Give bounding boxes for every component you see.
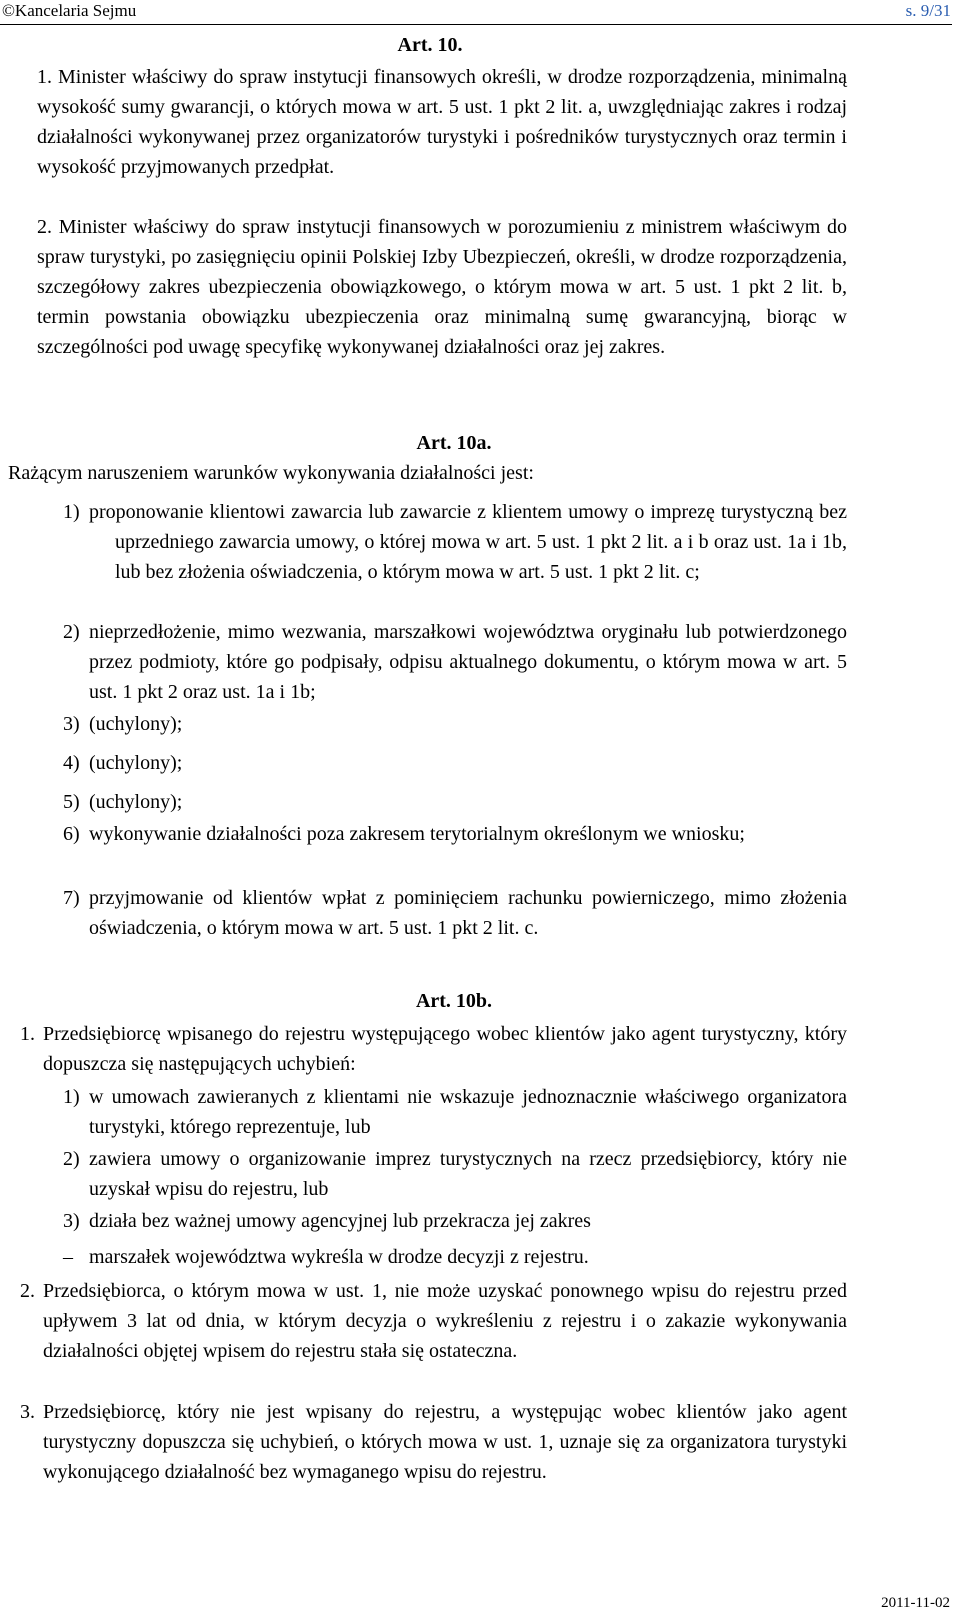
article-10a-item-2 bbox=[63, 617, 847, 707]
article-10b-paragraph-2-text: Przedsiębiorca, o którym mowa w ust. 1, nie może uzyskać ponownego wpisu do rejestru przed upływem 3 lat od dnia, w którym decyzja o wykreśleniu z rejestru i o zakazie wykonywania działalności objętej wpisem do rejestru stała się ostateczna. bbox=[43, 1280, 847, 1362]
article-10-paragraph-1 bbox=[37, 62, 847, 182]
article-10a-item-5-text: (uchylony); bbox=[89, 791, 183, 813]
header-divider bbox=[0, 24, 952, 25]
list-number: 2) bbox=[63, 621, 80, 643]
article-10b-paragraph-2 bbox=[20, 1276, 847, 1366]
article-10a-item-7-text: przyjmowanie od klientów wpłat z pominięciem rachunku powierniczego, mimo złożenia oświadczenia, o którym mowa w art. 5 ust. 1 pkt 2 lit. c. bbox=[89, 887, 847, 939]
article-10a-item-1 bbox=[63, 497, 847, 587]
article-10b-item-3-text: działa bez ważnej umowy agencyjnej lub przekracza jej zakres bbox=[89, 1210, 591, 1232]
article-10a-item-4-text: (uchylony); bbox=[89, 752, 183, 774]
article-10-paragraph-1-text: 1. Minister właściwy do spraw instytucji finansowych określi, w drodze rozporządzenia, minimalną wysokość sumy gwarancji, o których mowa w art. 5 ust. 1 pkt 2 lit. a, uwzględniając zakres i rodzaj działalności wykonywanej przez organizatorów turystyki i pośredników turystycznych oraz termin i wysokość przyjmowanych przedpłat. bbox=[37, 66, 847, 178]
article-10b-paragraph-1 bbox=[20, 1019, 847, 1079]
list-number: 3) bbox=[63, 1210, 80, 1232]
article-10a-intro: Rażącym naruszeniem warunków wykonywania działalności jest: bbox=[8, 462, 534, 484]
list-number: 3) bbox=[63, 713, 80, 735]
article-10b-paragraph-3-text: Przedsiębiorcę, który nie jest wpisany do rejestru, a występując wobec klientów jako agent turystyczny dopuszcza się uchybień, o których mowa w ust. 1, uznaje się za organizatora turystyki wykonującego działalność bez wymaganego wpisu do rejestru. bbox=[43, 1401, 847, 1483]
article-10a-item-5 bbox=[63, 787, 847, 817]
article-10a-item-4 bbox=[63, 748, 847, 778]
header-source: ©Kancelaria Sejmu bbox=[2, 1, 137, 20]
article-10b-item-2 bbox=[63, 1144, 847, 1204]
article-10b-item-3 bbox=[63, 1206, 847, 1236]
article-10-paragraph-2 bbox=[37, 212, 847, 362]
list-number: 6) bbox=[63, 823, 80, 845]
article-10b-item-2-text: zawiera umowy o organizowanie imprez turystycznych na rzecz przedsiębiorcy, który nie uzyskał wpisu do rejestru, lub bbox=[89, 1148, 847, 1200]
article-10-paragraph-2-text: 2. Minister właściwy do spraw instytucji finansowych w porozumieniu z ministrem właściwym do spraw turystyki, po zasięgnięciu opinii Polskiej Izby Ubezpieczeń, określi, w drodze rozporządzenia, szczegółowy zakres ubezpieczenia obowiązkowego, o którym mowa w art. 5 ust. 1 pkt 2 lit. b, termin powstania obowiązku ubezpieczenia oraz minimalną sumę gwarancyjną, biorąc w szczególności pod uwagę specyfikę wykonywanej działalności oraz jej zakres. bbox=[37, 216, 847, 358]
article-10a-item-6-text: wykonywanie działalności poza zakresem terytorialnym określonym we wniosku; bbox=[89, 823, 745, 845]
list-number: 1) bbox=[63, 1086, 80, 1108]
article-10a-item-3-text: (uchylony); bbox=[89, 713, 183, 735]
list-number: 1) bbox=[63, 501, 80, 523]
article-10b-item-1 bbox=[63, 1082, 847, 1142]
list-number: 2) bbox=[63, 1148, 80, 1170]
article-10b-heading: Art. 10b. bbox=[415, 990, 493, 1012]
article-10-heading: Art. 10. bbox=[397, 34, 463, 56]
list-number: 3. bbox=[20, 1401, 35, 1423]
article-10a-item-3 bbox=[63, 709, 847, 739]
article-10b-paragraph-1-text: Przedsiębiorcę wpisanego do rejestru występującego wobec klientów jako agent turystyczny, który dopuszcza się następujących uchybień: bbox=[43, 1023, 847, 1075]
article-10a-heading: Art. 10a. bbox=[416, 432, 492, 454]
article-10b-paragraph-3 bbox=[20, 1397, 847, 1487]
list-number: 5) bbox=[63, 791, 80, 813]
article-10a-item-1-text: proponowanie klientowi zawarcia lub zawarcie z klientem umowy o imprezę turystyczną bez uprzedniego zawarcia umowy, o której mowa w art. 5 ust. 1 pkt 2 lit. a i b oraz ust. 1a i 1b, lub bez złożenia oświadczenia, o którym mowa w art. 5 ust. 1 pkt 2 lit. c; bbox=[89, 501, 847, 583]
footer-date: 2011-11-02 bbox=[881, 1595, 950, 1611]
dash-marker: – bbox=[63, 1246, 73, 1268]
list-number: 1. bbox=[20, 1023, 35, 1045]
article-10a-item-2-text: nieprzedłożenie, mimo wezwania, marszałkowi województwa oryginału lub potwierdzonego przez podmioty, które go podpisały, odpisu aktualnego dokumentu, o którym mowa w art. 5 ust. 1 pkt 2 oraz ust. 1a i 1b; bbox=[89, 621, 847, 703]
list-number: 7) bbox=[63, 887, 80, 909]
list-number: 2. bbox=[20, 1280, 35, 1302]
article-10b-dash-clause bbox=[63, 1242, 847, 1272]
header-page-number[interactable]: s. 9/31 bbox=[905, 1, 951, 20]
article-10b-item-1-text: w umowach zawieranych z klientami nie wskazuje jednoznacznie właściwego organizatora turystyki, którego reprezentuje, lub bbox=[89, 1086, 847, 1138]
article-10a-item-6 bbox=[63, 819, 847, 849]
list-number: 4) bbox=[63, 752, 80, 774]
article-10b-dash-clause-text: marszałek województwa wykreśla w drodze decyzji z rejestru. bbox=[89, 1246, 589, 1268]
article-10a-item-7 bbox=[63, 883, 847, 943]
